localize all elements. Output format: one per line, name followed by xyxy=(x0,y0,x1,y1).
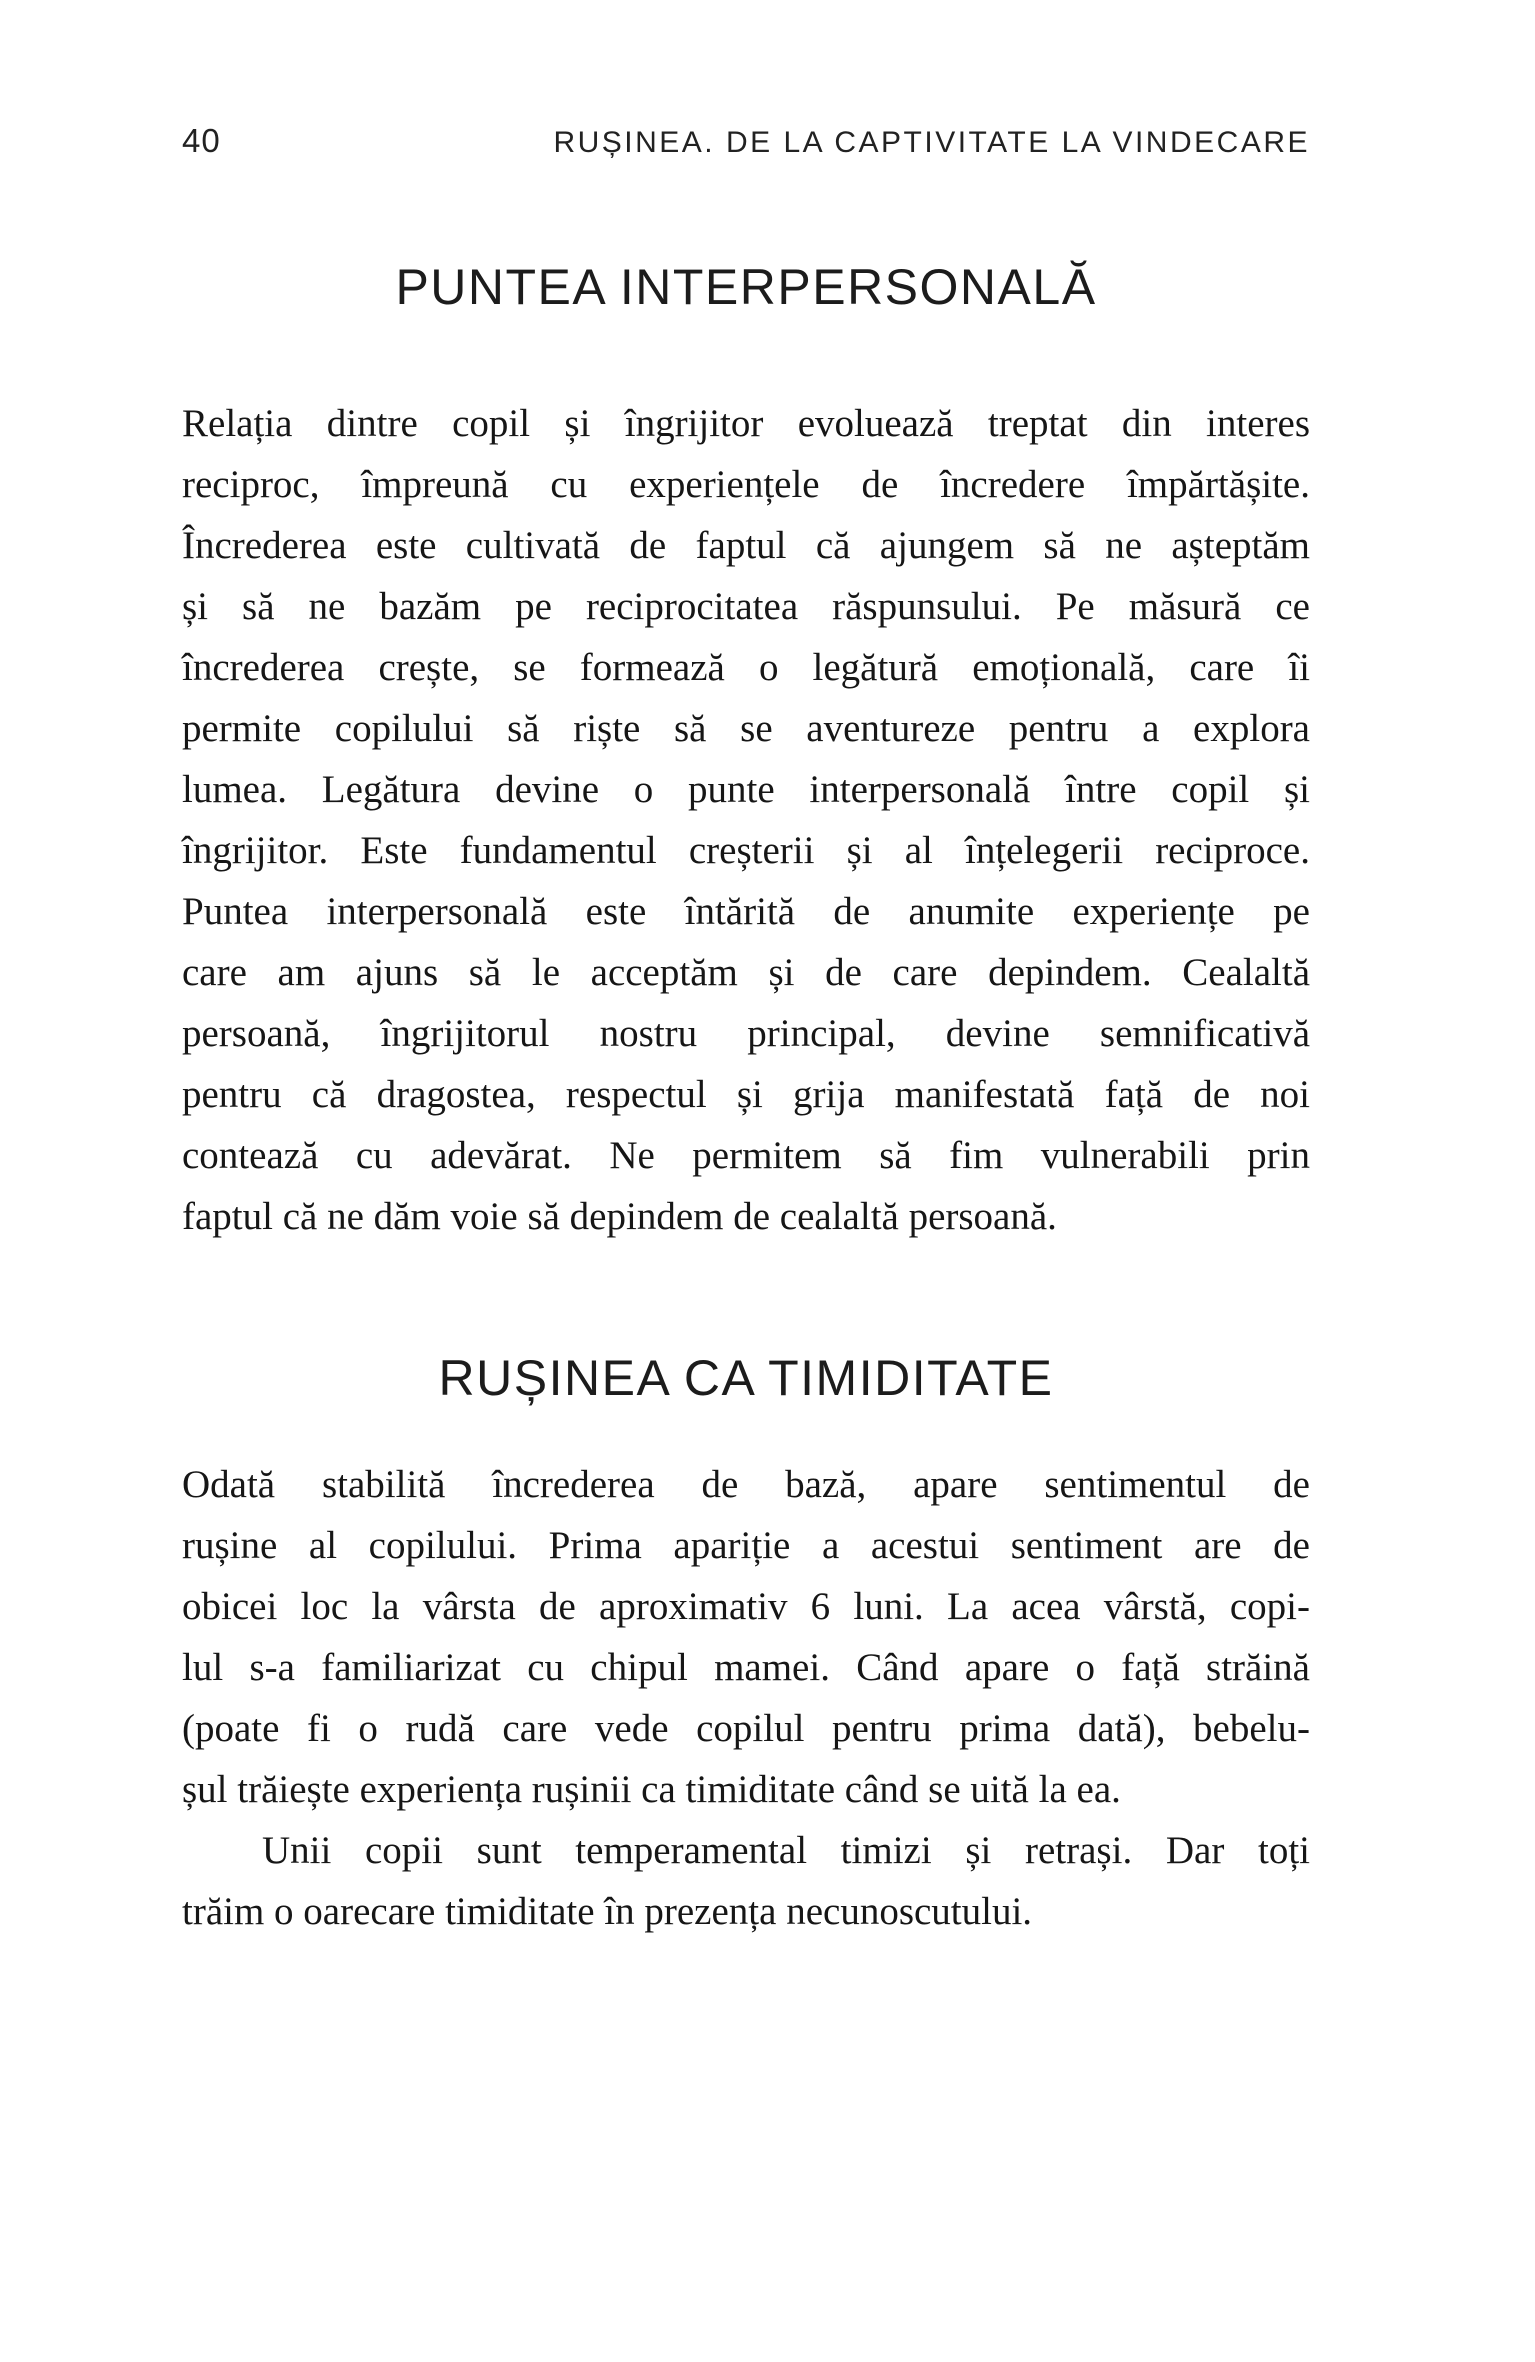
section-heading-puntea-interpersonala: PUNTEA INTERPERSONALĂ xyxy=(395,259,1097,315)
body-line: reciproc, împreună cu experiențele de încredere împărtășite. xyxy=(182,463,1310,506)
body-line: faptul că ne dăm voie să depindem de cealaltă persoană. xyxy=(182,1195,1057,1238)
paragraph xyxy=(182,1820,1310,1942)
paragraph xyxy=(182,393,1310,1247)
section-heading-rusinea-ca-timiditate: RUȘINEA CA TIMIDITATE xyxy=(438,1350,1054,1406)
running-header xyxy=(182,124,1310,160)
body-line: Puntea interpersonală este întărită de anumite experiențe pe xyxy=(182,890,1310,933)
body-line: lul s-a familiarizat cu chipul mamei. Când apare o față străină xyxy=(182,1646,1310,1689)
body-line: Odată stabilită încrederea de bază, apare sentimentul de xyxy=(182,1463,1310,1506)
body-line: șul trăiește experiența rușinii ca timiditate când se uită la ea. xyxy=(182,1768,1121,1811)
body-line: îngrijitor. Este fundamentul creșterii și al înțelegerii reciproce. xyxy=(182,829,1310,872)
body-line: și să ne bazăm pe reciprocitatea răspunsului. Pe măsură ce xyxy=(182,585,1310,628)
body-line: Încrederea este cultivată de faptul că ajungem să ne așteptăm xyxy=(182,524,1310,567)
body-line: persoană, îngrijitorul nostru principal, devine semnificativă xyxy=(182,1012,1310,1055)
body-line: trăim o oarecare timiditate în prezența necunoscutului. xyxy=(182,1890,1033,1933)
page-number: 40 xyxy=(182,122,221,159)
body-line: lumea. Legătura devine o punte interpersonală între copil și xyxy=(182,768,1310,811)
body-line: contează cu adevărat. Ne permitem să fim vulnerabili prin xyxy=(182,1134,1310,1177)
body-line: (poate fi o rudă care vede copilul pentru prima dată), bebelu- xyxy=(182,1707,1310,1750)
section-body-2 xyxy=(182,1454,1310,1942)
body-line: pentru că dragostea, respectul și grija manifestată față de noi xyxy=(182,1073,1310,1116)
body-line: rușine al copilului. Prima apariție a acestui sentiment are de xyxy=(182,1524,1310,1567)
body-line: Relația dintre copil și îngrijitor evoluează treptat din interes xyxy=(182,402,1310,445)
paragraph xyxy=(182,1454,1310,1820)
running-title: RUȘINEA. DE LA CAPTIVITATE LA VINDECARE xyxy=(553,126,1310,159)
body-line: obicei loc la vârsta de aproximativ 6 luni. La acea vârstă, copi- xyxy=(182,1585,1310,1628)
body-line: încrederea crește, se formează o legătură emoțională, care îi xyxy=(182,646,1310,689)
body-line: Unii copii sunt temperamental timizi și retrași. Dar toți xyxy=(262,1829,1310,1872)
body-line: permite copilului să riște să se aventureze pentru a explora xyxy=(182,707,1310,750)
body-line: care am ajuns să le acceptăm și de care depindem. Cealaltă xyxy=(182,951,1310,994)
section-body-1 xyxy=(182,393,1310,1247)
